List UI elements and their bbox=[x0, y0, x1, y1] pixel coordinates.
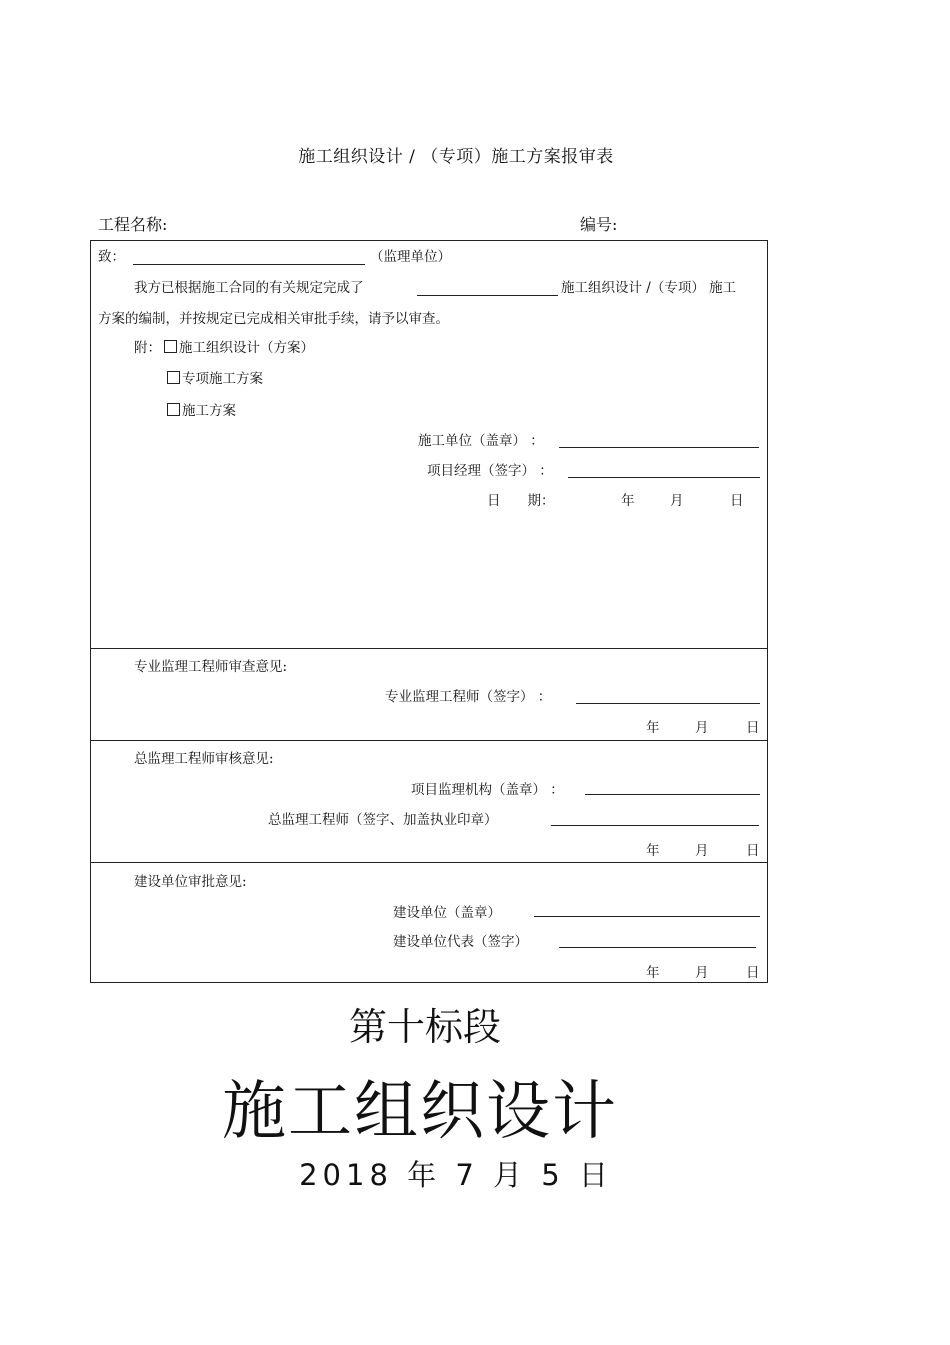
attach-item-label: 施工方案 bbox=[182, 403, 236, 419]
day-label: 日 bbox=[730, 493, 744, 509]
engineer-signature-label: 专业监理工程师（签字） ： bbox=[385, 689, 552, 705]
year-label: 年 bbox=[621, 493, 635, 509]
attach-item-label: 施工组织设计（方案） bbox=[179, 340, 314, 356]
number-label: 编号: bbox=[580, 215, 618, 234]
divider-2 bbox=[90, 740, 768, 741]
owner-opinion-heading: 建设单位审批意见: bbox=[134, 874, 247, 890]
section-number: 第十标段 bbox=[348, 1005, 501, 1049]
attach-item-label: 专项施工方案 bbox=[182, 371, 263, 387]
day-label: 日 bbox=[746, 843, 760, 859]
statement-line1-suffix: 施工组织设计 /（专项） 施工 bbox=[561, 280, 737, 296]
chief-opinion-heading: 总监理工程师审核意见: bbox=[134, 751, 274, 767]
construction-unit-blank[interactable] bbox=[559, 447, 759, 448]
project-manager-blank[interactable] bbox=[568, 477, 760, 478]
statement-line2: 方案的编制，并按规定已完成相关审批手续，请予以审查。 bbox=[98, 311, 449, 327]
plan-name-blank[interactable] bbox=[417, 295, 558, 296]
supervision-unit-label: （监理单位） bbox=[370, 249, 451, 265]
year-label: 年 bbox=[646, 843, 660, 859]
to-label: 致： bbox=[98, 249, 125, 265]
project-name-label: 工程名称: bbox=[98, 215, 168, 234]
attach-label: 附： bbox=[134, 340, 161, 356]
project-manager-label: 项目经理（签字） ： bbox=[427, 463, 553, 479]
construction-unit-label: 施工单位（盖章） ： bbox=[418, 433, 544, 449]
engineer-opinion-heading: 专业监理工程师审查意见: bbox=[134, 659, 288, 675]
year-label: 年 bbox=[646, 720, 660, 736]
supervision-org-seal-label: 项目监理机构（盖章） ： bbox=[411, 782, 564, 798]
day-label: 日 bbox=[746, 720, 760, 736]
divider-3 bbox=[90, 862, 768, 863]
attach-item-org-design[interactable] bbox=[164, 336, 314, 356]
checkbox[interactable] bbox=[167, 403, 180, 416]
engineer-signature-blank[interactable] bbox=[576, 703, 760, 704]
form-title: 施工组织设计 / （专项）施工方案报审表 bbox=[298, 147, 614, 167]
statement-line1-prefix: 我方已根据施工合同的有关规定完成了 bbox=[134, 280, 364, 296]
to-blank[interactable] bbox=[133, 264, 365, 265]
checkbox[interactable] bbox=[164, 340, 177, 353]
cover-date: 2018 年 7 月 5 日 bbox=[299, 1158, 613, 1192]
year-label: 年 bbox=[646, 965, 660, 981]
attach-item-plan[interactable] bbox=[167, 399, 236, 419]
cover-title: 施工组织设计 bbox=[222, 1075, 618, 1149]
month-label: 月 bbox=[670, 493, 684, 509]
checkbox[interactable] bbox=[167, 371, 180, 384]
month-label: 月 bbox=[695, 965, 709, 981]
owner-representative-blank[interactable] bbox=[559, 947, 756, 948]
day-label: 日 bbox=[746, 965, 760, 981]
date-label: 日 期： bbox=[487, 493, 555, 509]
month-label: 月 bbox=[695, 720, 709, 736]
owner-unit-seal-label: 建设单位（盖章） bbox=[393, 905, 501, 921]
owner-representative-label: 建设单位代表（签字） bbox=[393, 934, 528, 950]
chief-signature-label: 总监理工程师（签字、加盖执业印章） bbox=[268, 812, 498, 828]
chief-signature-blank[interactable] bbox=[551, 825, 759, 826]
owner-unit-seal-blank[interactable] bbox=[534, 916, 760, 917]
attach-item-special-plan[interactable] bbox=[167, 367, 263, 387]
divider-1 bbox=[90, 648, 768, 649]
supervision-org-seal-blank[interactable] bbox=[585, 794, 760, 795]
month-label: 月 bbox=[695, 843, 709, 859]
